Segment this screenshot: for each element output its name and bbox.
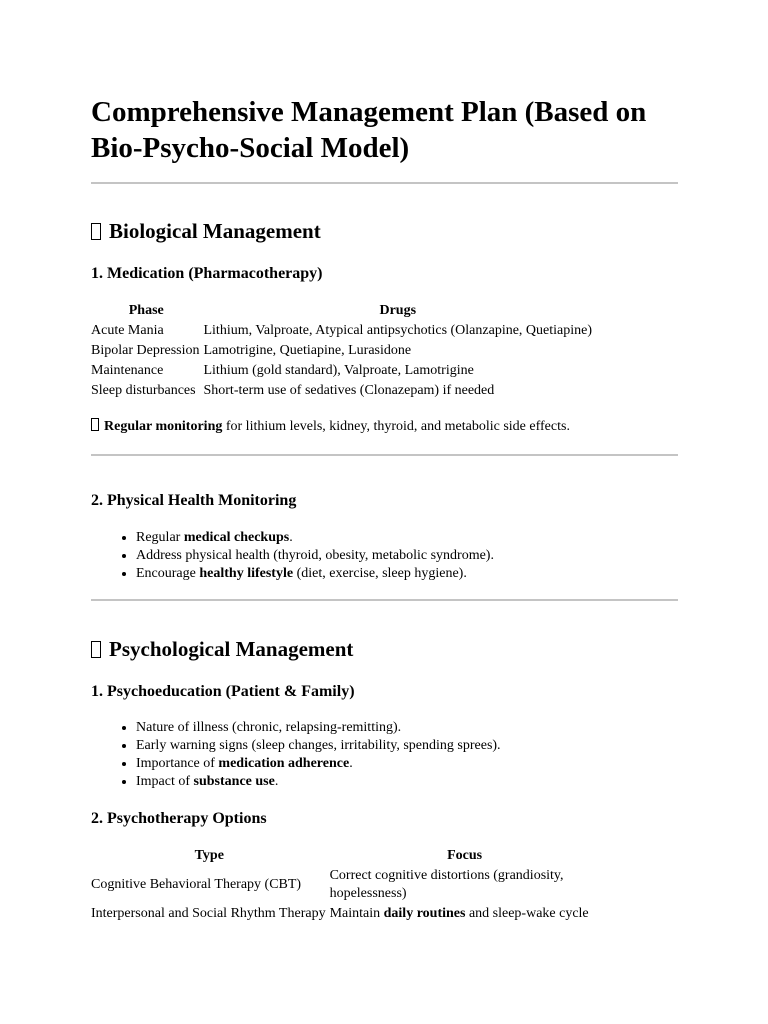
phase-cell: Bipolar Depression xyxy=(91,343,200,358)
phase-cell: Acute Mania xyxy=(91,323,164,338)
therapy-type-cell: Interpersonal and Social Rhythm Therapy xyxy=(91,906,326,921)
medication-table xyxy=(91,301,594,401)
drugs-cell: Lithium, Valproate, Atypical antipsychotics (Olanzapine, Quetiapine) xyxy=(203,323,593,338)
therapy-focus-cell: Correct cognitive distortions (grandiosity, hopelessness) xyxy=(329,868,564,901)
subheading-psychotherapy: 2. Psychotherapy Options xyxy=(91,810,267,827)
monitoring-note-text: for lithium levels, kidney, thyroid, and metabolic side effects. xyxy=(222,419,570,434)
therapy-focus-cell: Maintain daily routines and sleep-wake cycle xyxy=(329,906,589,921)
list-item: • Encourage healthy lifestyle (diet, exercise, sleep hygiene). xyxy=(136,565,494,583)
physical-health-list xyxy=(91,529,494,583)
phase-cell: Sleep disturbances xyxy=(91,383,196,398)
monitoring-note xyxy=(91,418,570,436)
list-item: • Importance of medication adherence. xyxy=(136,755,501,773)
table-header-row xyxy=(91,846,602,866)
divider-3 xyxy=(91,599,678,601)
table-row xyxy=(91,321,594,341)
list-item: • Early warning signs (sleep changes, irritability, spending sprees). xyxy=(136,737,501,755)
divider-1 xyxy=(91,182,678,184)
subheading-physical-health: 2. Physical Health Monitoring xyxy=(91,492,297,509)
section-heading-biological-text: Biological Management xyxy=(109,219,321,243)
table-header-row xyxy=(91,301,594,321)
list-item: • Impact of substance use. xyxy=(136,773,501,791)
list-item: • Nature of illness (chronic, relapsing-remitting). xyxy=(136,719,501,737)
monitoring-note-bold: Regular monitoring xyxy=(104,419,223,434)
table-row xyxy=(91,341,594,361)
missing-glyph-icon xyxy=(91,641,101,658)
list-item: • Regular medical checkups. xyxy=(136,529,494,547)
subheading-psychoeducation: 1. Psychoeducation (Patient & Family) xyxy=(91,683,355,700)
missing-glyph-icon xyxy=(91,223,101,240)
table-row xyxy=(91,866,602,904)
drugs-cell: Short-term use of sedatives (Clonazepam) if needed xyxy=(203,383,495,398)
list-item: • Address physical health (thyroid, obesity, metabolic syndrome). xyxy=(136,547,494,565)
therapy-type-cell: Cognitive Behavioral Therapy (CBT) xyxy=(91,877,302,892)
column-header-type: Type xyxy=(194,848,224,863)
column-header-focus: Focus xyxy=(447,848,483,863)
column-header-drugs: Drugs xyxy=(379,303,417,318)
subheading-medication: 1. Medication (Pharmacotherapy) xyxy=(91,265,323,282)
psychotherapy-table xyxy=(91,846,602,924)
psychoeducation-list xyxy=(91,719,501,791)
phase-cell: Maintenance xyxy=(91,363,164,378)
divider-2 xyxy=(91,454,678,456)
section-heading-psychological-text: Psychological Management xyxy=(109,637,354,661)
table-row xyxy=(91,904,602,924)
section-heading-biological xyxy=(91,218,321,244)
table-row xyxy=(91,381,594,401)
document-title: Comprehensive Management Plan (Based on Bio-Psycho-Social Model) xyxy=(91,96,647,164)
table-row xyxy=(91,361,594,381)
section-heading-psychological xyxy=(91,636,353,662)
drugs-cell: Lamotrigine, Quetiapine, Lurasidone xyxy=(203,343,412,358)
drugs-cell: Lithium (gold standard), Valproate, Lamotrigine xyxy=(203,363,474,378)
missing-glyph-icon xyxy=(91,418,99,431)
column-header-phase: Phase xyxy=(128,303,164,318)
